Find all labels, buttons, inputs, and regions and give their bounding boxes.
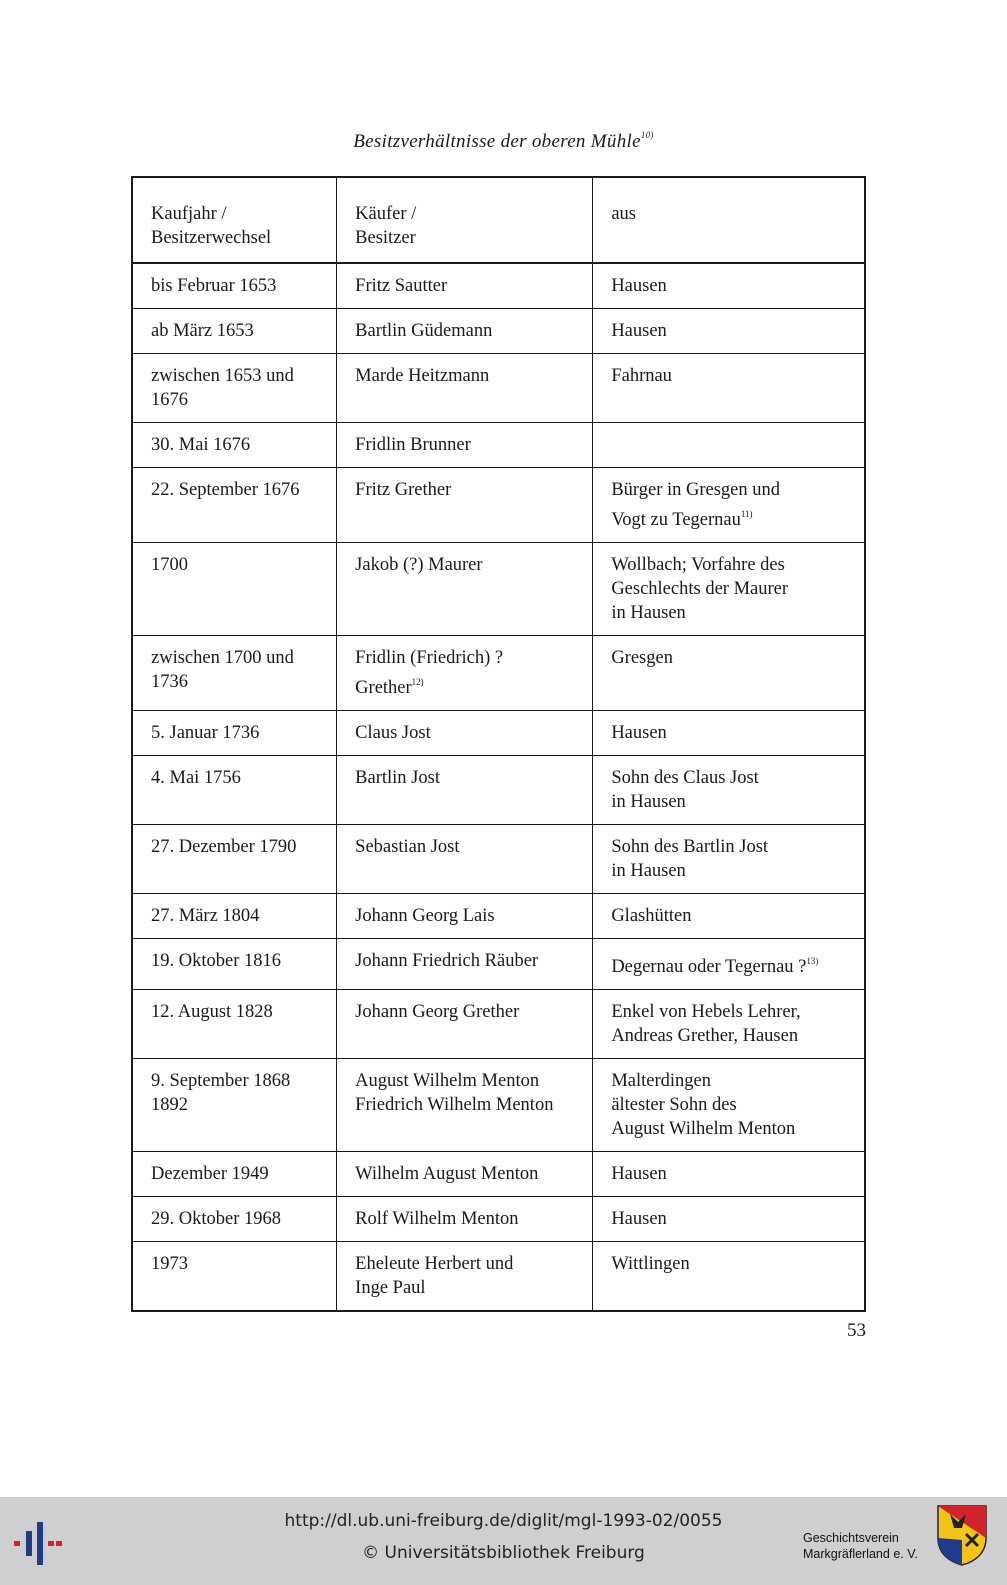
cell-text bbox=[355, 1093, 582, 1117]
table-cell bbox=[132, 711, 337, 756]
page-number: 53 bbox=[847, 1320, 866, 1341]
table-cell bbox=[132, 939, 337, 990]
footnote-marker: 12) bbox=[411, 677, 424, 687]
cell-line-text: Friedrich Wilhelm Menton bbox=[355, 1095, 554, 1115]
cell-text bbox=[611, 904, 854, 928]
table-cell bbox=[593, 468, 865, 543]
cell-text bbox=[151, 553, 326, 577]
cell-line-text: August Wilhelm Menton bbox=[611, 1119, 796, 1139]
table-row bbox=[132, 309, 865, 354]
cell-line-text: Gresgen bbox=[611, 648, 673, 668]
cell-line-text: 1676 bbox=[151, 390, 188, 410]
cell-line-text: Wittlingen bbox=[611, 1254, 690, 1274]
table-row bbox=[132, 1242, 865, 1312]
table-cell bbox=[337, 1152, 593, 1197]
table-cell bbox=[593, 309, 865, 354]
cell-line-text: Rolf Wilhelm Menton bbox=[355, 1209, 519, 1229]
cell-line-text: 1736 bbox=[151, 672, 188, 692]
footnote-marker: 13) bbox=[806, 956, 819, 966]
cell-line-text: 1892 bbox=[151, 1095, 188, 1115]
cell-text bbox=[611, 1024, 854, 1048]
cell-line-text: Grether bbox=[355, 678, 412, 698]
table-cell bbox=[337, 939, 593, 990]
cell-line-text: Hausen bbox=[611, 1209, 667, 1229]
table-cell bbox=[132, 354, 337, 423]
cell-text bbox=[355, 1000, 582, 1024]
cell-text bbox=[611, 721, 854, 745]
cell-line-text: Andreas Grether, Hausen bbox=[611, 1026, 799, 1046]
table-row bbox=[132, 756, 865, 825]
cell-line-text: 30. Mai 1676 bbox=[151, 435, 251, 455]
table-cell bbox=[337, 423, 593, 468]
table-row bbox=[132, 894, 865, 939]
cell-text bbox=[151, 364, 326, 388]
cell-text bbox=[611, 859, 854, 883]
cell-text bbox=[611, 835, 854, 859]
cell-text bbox=[151, 721, 326, 745]
cell-text bbox=[611, 601, 854, 625]
footnote-marker: 11) bbox=[740, 509, 753, 519]
table-cell bbox=[132, 1059, 337, 1152]
cell-text bbox=[151, 766, 326, 790]
table-body bbox=[132, 263, 865, 1311]
table-cell bbox=[132, 894, 337, 939]
table-row bbox=[132, 990, 865, 1059]
cell-line-text: 1700 bbox=[151, 555, 188, 575]
cell-line-text: Sebastian Jost bbox=[355, 837, 460, 857]
table-row bbox=[132, 825, 865, 894]
table-row bbox=[132, 1152, 865, 1197]
cell-text bbox=[355, 670, 582, 700]
table-cell bbox=[593, 543, 865, 636]
cell-line-text: Hausen bbox=[611, 1164, 667, 1184]
table-row bbox=[132, 939, 865, 990]
cell-text bbox=[151, 478, 326, 502]
table-header-row bbox=[132, 177, 865, 263]
table-cell bbox=[593, 263, 865, 309]
cell-text bbox=[611, 1093, 854, 1117]
cell-line-text: Johann Georg Grether bbox=[355, 1002, 520, 1022]
cell-text bbox=[355, 1252, 582, 1276]
cell-text bbox=[355, 1207, 582, 1231]
cell-text bbox=[355, 319, 582, 343]
cell-line-text: ältester Sohn des bbox=[611, 1095, 737, 1115]
cell-line-text: in Hausen bbox=[611, 792, 686, 812]
cell-line-text: 27. März 1804 bbox=[151, 906, 260, 926]
table-row bbox=[132, 354, 865, 423]
cell-text bbox=[611, 790, 854, 814]
table-cell bbox=[593, 354, 865, 423]
cell-text bbox=[611, 1207, 854, 1231]
cell-line-text: Degernau oder Tegernau ? bbox=[611, 957, 807, 977]
cell-text bbox=[355, 1276, 582, 1300]
cell-text bbox=[151, 670, 326, 694]
cell-line-text: zwischen 1700 und bbox=[151, 648, 294, 668]
cell-text bbox=[151, 1252, 326, 1276]
cell-text bbox=[151, 1207, 326, 1231]
cell-line-text: Hausen bbox=[611, 276, 667, 296]
cell-text bbox=[611, 646, 854, 670]
header-text: aus bbox=[611, 204, 636, 224]
title-footnote: 10) bbox=[640, 130, 654, 140]
cell-line-text: in Hausen bbox=[611, 603, 686, 623]
table-cell bbox=[132, 543, 337, 636]
cell-line-text: Fridlin (Friedrich) ? bbox=[355, 648, 504, 668]
table-cell bbox=[132, 263, 337, 309]
cell-text bbox=[611, 1162, 854, 1186]
table-cell bbox=[132, 309, 337, 354]
table-cell bbox=[132, 636, 337, 711]
copyright-text: © Universitätsbibliothek Freiburg bbox=[362, 1543, 645, 1563]
cell-text bbox=[151, 388, 326, 412]
cell-text bbox=[355, 646, 582, 670]
cell-line-text: 12. August 1828 bbox=[151, 1002, 273, 1022]
table-cell bbox=[337, 756, 593, 825]
table-cell bbox=[132, 756, 337, 825]
cell-text bbox=[355, 1069, 582, 1093]
cell-line-text: Glashütten bbox=[611, 906, 692, 926]
cell-text bbox=[611, 502, 854, 532]
cell-line-text: ab März 1653 bbox=[151, 321, 254, 341]
cell-line-text: Eheleute Herbert und bbox=[355, 1254, 514, 1274]
header-text: Besitzerwechsel bbox=[151, 228, 272, 248]
cell-line-text: August Wilhelm Menton bbox=[355, 1071, 540, 1091]
society-line-1: Geschichtsverein bbox=[803, 1531, 899, 1545]
cell-line-text: Johann Georg Lais bbox=[355, 906, 495, 926]
page-title bbox=[0, 130, 1007, 153]
table-row bbox=[132, 468, 865, 543]
cell-line-text: Johann Friedrich Räuber bbox=[355, 951, 539, 971]
cell-text bbox=[611, 274, 854, 298]
cell-text bbox=[151, 646, 326, 670]
cell-line-text: 1973 bbox=[151, 1254, 188, 1274]
society-name bbox=[803, 1530, 933, 1562]
cell-line-text: Wilhelm August Menton bbox=[355, 1164, 539, 1184]
cell-line-text: Jakob (?) Maurer bbox=[355, 555, 483, 575]
table-cell bbox=[337, 543, 593, 636]
table-cell bbox=[593, 825, 865, 894]
header-text: Kaufjahr / bbox=[151, 204, 227, 224]
cell-line-text: Sohn des Claus Jost bbox=[611, 768, 759, 788]
cell-text bbox=[611, 949, 854, 979]
table-cell bbox=[593, 1152, 865, 1197]
table-cell bbox=[132, 990, 337, 1059]
table-row bbox=[132, 1059, 865, 1152]
header-cell bbox=[132, 177, 337, 263]
table-cell bbox=[337, 1242, 593, 1312]
cell-text bbox=[151, 835, 326, 859]
cell-text bbox=[355, 478, 582, 502]
table-cell bbox=[593, 1242, 865, 1312]
table-cell bbox=[337, 1197, 593, 1242]
cell-text bbox=[355, 274, 582, 298]
cell-line-text: Hausen bbox=[611, 723, 667, 743]
table-cell bbox=[593, 894, 865, 939]
cell-line-text: Bürger in Gresgen und bbox=[611, 480, 781, 500]
cell-text bbox=[151, 1162, 326, 1186]
table-cell bbox=[132, 468, 337, 543]
cell-text bbox=[611, 1000, 854, 1024]
table-row bbox=[132, 543, 865, 636]
cell-text bbox=[611, 1069, 854, 1093]
table-row bbox=[132, 423, 865, 468]
coat-of-arms-icon bbox=[936, 1504, 988, 1566]
cell-text bbox=[151, 1093, 326, 1117]
cell-line-text: bis Februar 1653 bbox=[151, 276, 277, 296]
cell-text bbox=[355, 553, 582, 577]
table-cell bbox=[337, 354, 593, 423]
cell-line-text: Vogt zu Tegernau bbox=[611, 510, 741, 530]
ownership-table bbox=[131, 176, 866, 1312]
cell-text bbox=[355, 835, 582, 859]
title-text: Besitzverhältnisse der oberen Mühle bbox=[353, 131, 641, 152]
table-cell bbox=[337, 990, 593, 1059]
table-cell bbox=[593, 711, 865, 756]
cell-text bbox=[611, 766, 854, 790]
cell-line-text: 19. Oktober 1816 bbox=[151, 951, 281, 971]
cell-line-text: Malterdingen bbox=[611, 1071, 711, 1091]
cell-line-text: Wollbach; Vorfahre des bbox=[611, 555, 785, 575]
cell-text bbox=[151, 274, 326, 298]
cell-line-text: Fritz Sautter bbox=[355, 276, 448, 296]
header-text: Käufer / bbox=[355, 204, 417, 224]
header-text: Besitzer bbox=[355, 228, 416, 248]
cell-line-text: Bartlin Jost bbox=[355, 768, 440, 788]
cell-text bbox=[611, 478, 854, 502]
table-row bbox=[132, 263, 865, 309]
cell-text bbox=[611, 1117, 854, 1141]
cell-line-text: Fridlin Brunner bbox=[355, 435, 471, 455]
table-cell bbox=[593, 990, 865, 1059]
cell-line-text: Dezember 1949 bbox=[151, 1164, 269, 1184]
cell-line-text: Inge Paul bbox=[355, 1278, 426, 1298]
table-cell bbox=[593, 939, 865, 990]
cell-line-text: Enkel von Hebels Lehrer, bbox=[611, 1002, 801, 1022]
table-row bbox=[132, 636, 865, 711]
footer-bar bbox=[0, 1497, 1007, 1585]
society-line-2: Markgräflerland e. V. bbox=[803, 1547, 918, 1561]
cell-line-text: Fritz Grether bbox=[355, 480, 452, 500]
table-cell bbox=[337, 309, 593, 354]
table-cell bbox=[593, 756, 865, 825]
cell-line-text: Claus Jost bbox=[355, 723, 431, 743]
table-cell bbox=[337, 825, 593, 894]
cell-text bbox=[151, 1000, 326, 1024]
cell-text bbox=[611, 319, 854, 343]
cell-line-text: Bartlin Güdemann bbox=[355, 321, 493, 341]
table-cell bbox=[132, 825, 337, 894]
cell-text bbox=[355, 904, 582, 928]
cell-text bbox=[611, 1252, 854, 1276]
cell-line-text: 22. September 1676 bbox=[151, 480, 300, 500]
table-cell bbox=[593, 1197, 865, 1242]
table-cell bbox=[132, 1152, 337, 1197]
cell-text bbox=[355, 766, 582, 790]
cell-line-text: 5. Januar 1736 bbox=[151, 723, 260, 743]
cell-line-text: in Hausen bbox=[611, 861, 686, 881]
cell-text bbox=[151, 904, 326, 928]
table-cell bbox=[337, 636, 593, 711]
cell-text bbox=[151, 319, 326, 343]
cell-line-text: Geschlechts der Maurer bbox=[611, 579, 789, 599]
table-cell bbox=[337, 263, 593, 309]
cell-line-text: 27. Dezember 1790 bbox=[151, 837, 297, 857]
cell-line-text: Marde Heitzmann bbox=[355, 366, 490, 386]
cell-text bbox=[355, 364, 582, 388]
cell-text bbox=[355, 433, 582, 457]
table-cell bbox=[593, 423, 865, 468]
cell-text bbox=[151, 949, 326, 973]
cell-text bbox=[151, 1069, 326, 1093]
source-url[interactable]: http://dl.ub.uni-freiburg.de/diglit/mgl-1993-02/0055 bbox=[284, 1511, 723, 1531]
cell-text bbox=[611, 577, 854, 601]
table-cell bbox=[337, 894, 593, 939]
cell-text bbox=[355, 949, 582, 973]
cell-text bbox=[611, 553, 854, 577]
cell-line-text: 4. Mai 1756 bbox=[151, 768, 241, 788]
table-row bbox=[132, 711, 865, 756]
header-cell bbox=[337, 177, 593, 263]
table-cell bbox=[593, 636, 865, 711]
table-cell bbox=[337, 1059, 593, 1152]
header-cell bbox=[593, 177, 865, 263]
table-cell bbox=[132, 1242, 337, 1312]
cell-text bbox=[611, 364, 854, 388]
cell-line-text: Sohn des Bartlin Jost bbox=[611, 837, 769, 857]
table-cell bbox=[593, 1059, 865, 1152]
cell-line-text: 29. Oktober 1968 bbox=[151, 1209, 281, 1229]
table-row bbox=[132, 1197, 865, 1242]
table-cell bbox=[132, 1197, 337, 1242]
cell-line-text: 9. September 1868 bbox=[151, 1071, 291, 1091]
cell-line-text: zwischen 1653 und bbox=[151, 366, 294, 386]
cell-text bbox=[355, 1162, 582, 1186]
cell-text bbox=[151, 433, 326, 457]
table-cell bbox=[337, 711, 593, 756]
table-cell bbox=[337, 468, 593, 543]
table-cell bbox=[132, 423, 337, 468]
cell-line-text: Fahrnau bbox=[611, 366, 672, 386]
cell-line-text: Hausen bbox=[611, 321, 667, 341]
cell-text bbox=[355, 721, 582, 745]
